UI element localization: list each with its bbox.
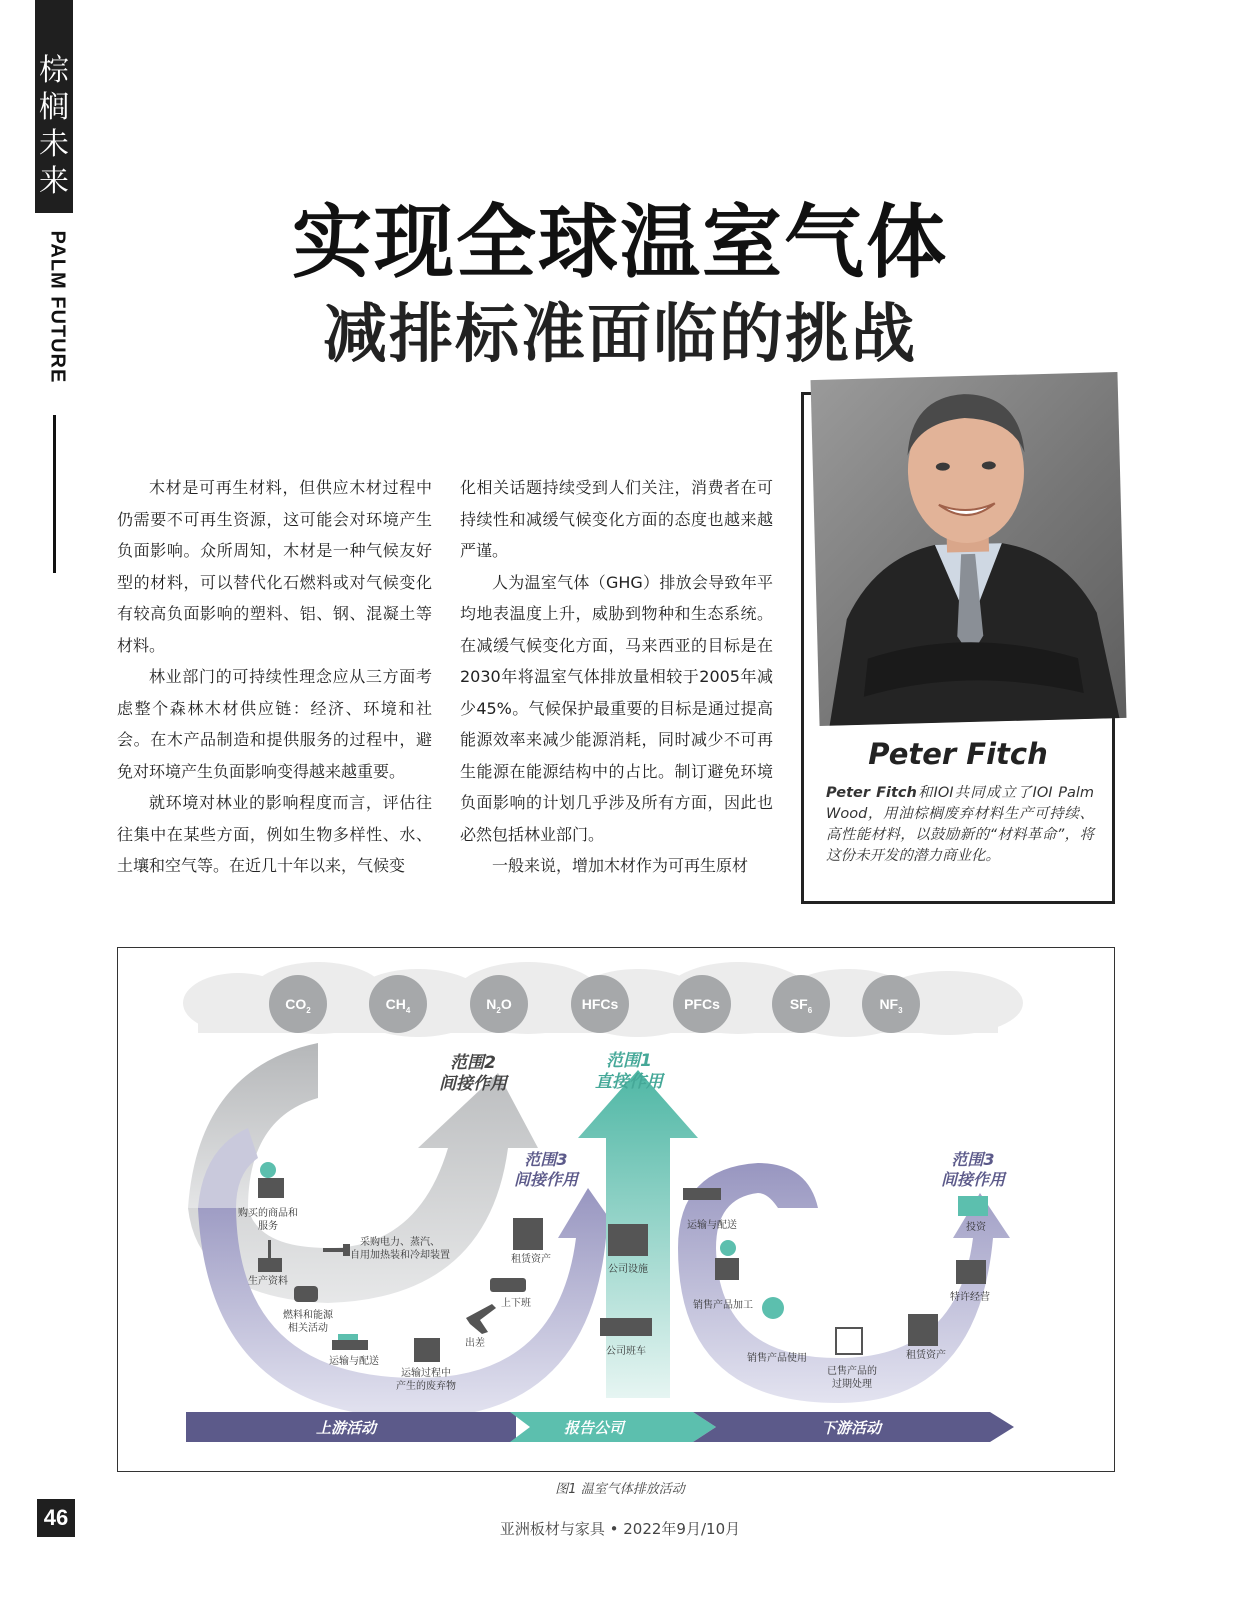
paragraph: 人为温室气体（GHG）排放会导致年平均地表温度上升，威胁到物种和生态系统。在减缓气候变化方面，马来西亚的目标是在2030年将温室气体排放量相较于2005年减少45%。气候保护最重要的目标是通过提高能源效率来减少能源消耗，同时减少不可再生能源在能源结构中的占比。制订避免环境负面影响的计划几乎涉及所有方面，因此也必然包括林业部门。 bbox=[460, 572, 773, 844]
footer-text: 亚洲板材与家具 • 2022年9月/10月 bbox=[499, 1520, 741, 1538]
scope3-right-label: 范围3 bbox=[951, 1150, 995, 1169]
svg-text:租赁资产: 租赁资产 bbox=[906, 1350, 946, 1361]
bin-icon bbox=[414, 1338, 440, 1362]
scope3-left-label: 范围3 bbox=[524, 1150, 568, 1169]
body-column-2 bbox=[460, 472, 773, 882]
recycle-bin-icon bbox=[836, 1328, 862, 1354]
gas-co2 bbox=[269, 975, 327, 1033]
paragraph: 化相关话题持续受到人们关注，消费者在可持续性和减缓气候变化方面的态度也越来越严谨。 bbox=[460, 478, 773, 560]
svg-text:服务: 服务 bbox=[258, 1221, 278, 1232]
store-icon bbox=[956, 1260, 986, 1284]
truck-icon bbox=[600, 1318, 652, 1336]
body-column-1 bbox=[117, 472, 432, 882]
paragraph: 一般来说，增加木材作为可再生原材 bbox=[492, 856, 749, 875]
svg-text:销售产品加工: 销售产品加工 bbox=[693, 1300, 753, 1311]
svg-text:购买的商品和: 购买的商品和 bbox=[238, 1208, 298, 1219]
building-icon bbox=[513, 1218, 543, 1250]
gas-n2o bbox=[470, 975, 528, 1033]
svg-text:间接作用: 间接作用 bbox=[439, 1074, 507, 1094]
headline-line1: 实现全球温室气体 bbox=[292, 196, 948, 289]
svg-text:CO2: $CO_2$ bbox=[285, 996, 311, 1015]
activity-bar bbox=[186, 1412, 1014, 1442]
scope2-label: 范围2 bbox=[450, 1053, 496, 1073]
svg-text:运输与配送: 运输与配送 bbox=[687, 1220, 737, 1231]
svg-text:运输过程中: 运输过程中 bbox=[401, 1368, 451, 1379]
scope1-label: 范围1 bbox=[606, 1051, 652, 1071]
svg-text:HFCs: HFCs bbox=[581, 996, 619, 1012]
svg-text:SF6: $SF_6$ bbox=[789, 996, 813, 1015]
process-factory-icon bbox=[715, 1258, 739, 1280]
svg-text:租赁资产: 租赁资产 bbox=[511, 1254, 551, 1265]
svg-text:产生的废弃物: 产生的废弃物 bbox=[396, 1381, 456, 1392]
svg-text:生产资料: 生产资料 bbox=[248, 1276, 288, 1287]
svg-text:已售产品的: 已售产品的 bbox=[827, 1366, 877, 1377]
page-number: 46 bbox=[37, 1499, 75, 1537]
svg-text:间接作用: 间接作用 bbox=[513, 1170, 579, 1189]
svg-text:出差: 出差 bbox=[465, 1338, 485, 1349]
svg-text:采购电力、蒸汽、: 采购电力、蒸汽、 bbox=[360, 1237, 440, 1248]
money-icon bbox=[958, 1196, 988, 1216]
paragraph: 就环境对林业的影响程度而言，评估往往集中在某些方面，例如生物多样性、水、土壤和空气等。在近几十年以来，气候变 bbox=[117, 793, 432, 875]
gas-ch4 bbox=[369, 975, 427, 1033]
svg-text:运输与配送: 运输与配送 bbox=[329, 1356, 379, 1367]
factory-icon bbox=[258, 1178, 284, 1198]
headline-line2: 减排标准面临的挑战 bbox=[323, 298, 917, 372]
profile-description: Peter Fitch和IOI共同成立了IOI Palm Wood，用油棕榈废弃材料生产可持续、高性能材料，以鼓励新的“材料革命”，将这份未开发的潜力商业化。 bbox=[826, 785, 1094, 864]
svg-text:特许经营: 特许经营 bbox=[950, 1292, 990, 1303]
gas-nf3 bbox=[862, 975, 920, 1033]
svg-text:上下班: 上下班 bbox=[501, 1298, 531, 1309]
svg-text:销售产品使用: 销售产品使用 bbox=[747, 1353, 807, 1364]
crane-icon bbox=[258, 1258, 282, 1272]
bulb-icon bbox=[762, 1297, 784, 1319]
tanker-icon bbox=[294, 1286, 318, 1302]
svg-text:直接作用: 直接作用 bbox=[595, 1072, 663, 1092]
plane-icon bbox=[466, 1304, 496, 1334]
upstream-label: 上游活动 bbox=[315, 1419, 377, 1437]
svg-text:公司设施: 公司设施 bbox=[608, 1264, 648, 1275]
svg-text:过期处理: 过期处理 bbox=[832, 1379, 872, 1390]
svg-text:N2O: $N_2O$ bbox=[486, 996, 512, 1015]
figure-caption: 图1 温室气体排放活动 bbox=[555, 1482, 685, 1497]
svg-text:燃料和能源: 燃料和能源 bbox=[283, 1310, 333, 1321]
svg-text:CH4: $CH_4$ bbox=[385, 996, 411, 1015]
section-name-en: PALM FUTURE bbox=[46, 230, 69, 384]
facility-icon bbox=[608, 1224, 648, 1256]
side-divider bbox=[53, 415, 56, 573]
svg-text:间接作用: 间接作用 bbox=[940, 1170, 1006, 1189]
svg-text:PFCs: PFCs bbox=[684, 996, 720, 1012]
section-name-cn: 棕 榈 未 来 bbox=[39, 53, 69, 199]
svg-text:相关活动: 相关活动 bbox=[288, 1323, 328, 1334]
svg-text:自用加热装和冷却装置: 自用加热装和冷却装置 bbox=[350, 1250, 450, 1261]
gas-pfcs bbox=[673, 975, 731, 1033]
lease-building-icon bbox=[908, 1314, 938, 1346]
downstream-label: 下游活动 bbox=[820, 1419, 882, 1437]
paragraph: 林业部门的可持续性理念应从三方面考虑整个森林木材供应链：经济、环境和社会。在木产品制造和提供服务的过程中，避免对环境产生负面影响变得越来越重要。 bbox=[117, 667, 432, 781]
profile-name: Peter Fitch bbox=[868, 737, 1048, 771]
portrait-photo bbox=[811, 372, 1127, 726]
train-icon bbox=[490, 1278, 526, 1292]
svg-text:NF3: $NF_3$ bbox=[879, 996, 903, 1015]
cargo-ship-icon bbox=[683, 1188, 721, 1200]
svg-text:公司班车: 公司班车 bbox=[606, 1346, 646, 1357]
ship-icon bbox=[332, 1340, 368, 1350]
paragraph: 木材是可再生材料，但供应木材过程中仍需要不可再生资源，这可能会对环境产生负面影响。众所周知，木材是一种气候友好型的材料，可以替代化石燃料或对气候变化有较高负面影响的塑料、铝、钢、混凝土等材料。 bbox=[117, 478, 432, 655]
company-label: 报告公司 bbox=[563, 1419, 625, 1437]
gas-sf6 bbox=[772, 975, 830, 1033]
gas-hfcs bbox=[571, 975, 629, 1033]
ghg-emissions-diagram bbox=[117, 947, 1115, 1472]
svg-text:投资: 投资 bbox=[966, 1222, 986, 1233]
